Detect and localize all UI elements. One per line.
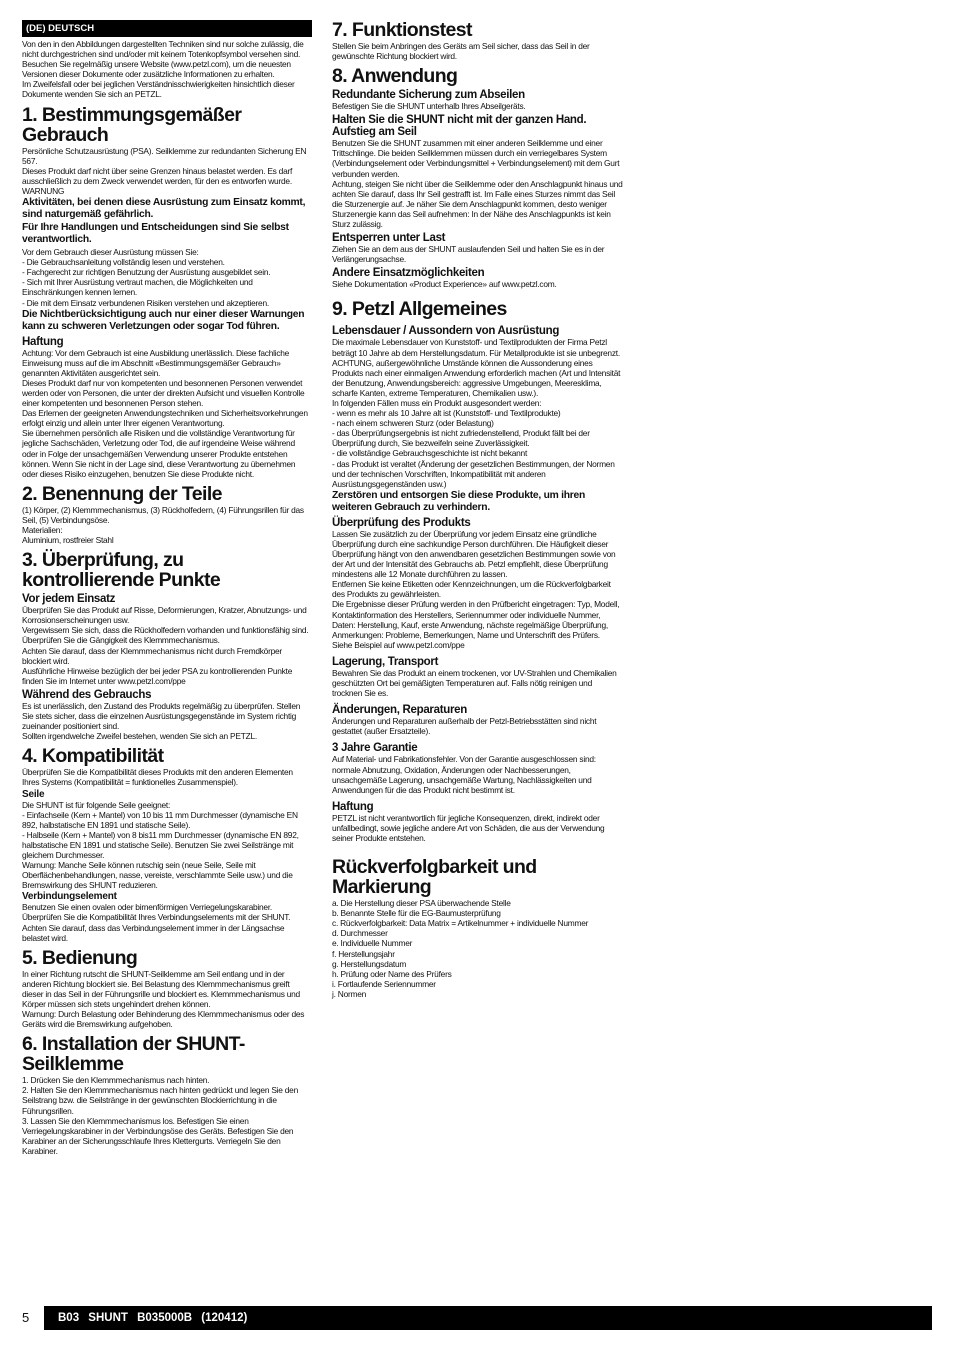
list-item: b. Benannte Stelle für die EG-Baumusterprüfung xyxy=(332,908,501,919)
subheading: Redundante Sicherung zum Abseilen xyxy=(332,89,525,102)
list-item: - wenn es mehr als 10 Jahre alt ist (Kunststoff- und Textilprodukte) xyxy=(332,408,561,419)
list-item: i. Fortlaufende Seriennummer xyxy=(332,978,436,989)
section-title-intended-use: 1. Bestimmungsgemäßer Gebrauch xyxy=(22,103,242,146)
paragraph: Es ist unerlässlich, den Zustand des Produkts regelmäßig zu überprüfen. Stellen Sie stets sicher, dass die einzelnen Ausrüstungsgegenstände im System richtig zueinander positioniert sind. xyxy=(22,700,301,732)
subheading: Aufstieg am Seil xyxy=(332,126,417,139)
paragraph: Auf Material- und Fabrikationsfehler. Von der Garantie ausgeschlossen sind: normale Abnutzung, Oxidation, Änderungen oder Nachbesserungen, unsachgemäße Lagerung, unsachgemäße Wartung, Nachlässigkeiten und Anwendungen für die das Produkt nicht bestimmt ist. xyxy=(332,754,596,795)
paragraph: Stellen Sie beim Anbringen des Geräts am Seil sicher, dass das Seil in der gewünschte Richtung blockiert wird. xyxy=(332,41,590,62)
subheading: Vor jedem Einsatz xyxy=(22,593,116,606)
list-item: - das Überprüfungsergebnis ist nicht zufriedenstellend, Produkt fällt bei der Überprüfung durch, Sie bezweifeln seine Zuverlässigkeit. xyxy=(332,428,590,449)
subheading-product-inspection: Überprüfung des Produkts xyxy=(332,516,471,529)
marking-list xyxy=(332,898,624,999)
paragraph: Überprüfen Sie das Produkt auf Risse, Deformierungen, Kratzer, Abnutzungs- und Korrosionserscheinungen usw. xyxy=(22,605,307,626)
list-item: g. Herstellungsdatum xyxy=(332,958,407,969)
section-title-operation: 5. Bedienung xyxy=(22,946,138,969)
list-item: c. Rückverfolgbarkeit: Data Matrix = Artikelnummer + individuelle Nummer xyxy=(332,918,589,929)
list-item: h. Prüfung oder Name des Prüfers xyxy=(332,968,452,979)
warning-text: Zerstören und entsorgen Sie diese Produkte, um ihren weiteren Gebrauch zu verhindern. xyxy=(332,489,586,513)
list-item: a. Die Herstellung dieser PSA überwachende Stelle xyxy=(332,898,511,909)
paragraph: Überprüfen Sie die Kompatibilität dieses Produkts mit den anderen Elementen Ihres Systems (Kompatibilität = funktionelles Zusammenspiel). xyxy=(22,767,293,788)
section-title-general: 9. Petzl Allgemeines xyxy=(332,298,507,321)
list-item: j. Normen xyxy=(332,988,367,999)
paragraph: Entfernen Sie keine Etiketten oder Kennzeichnungen, um die Rückverfolgbarkeit des Produkts zu gewährleisten. xyxy=(332,579,611,600)
paragraph: Sie übernehmen persönlich alle Risiken und die vollständige Verantwortung für jegliche Sachschäden, Verletzung oder Tod, die auf irgendeine Weise während oder in Folge der unsachgemäßen Verwendung unserer Produkte entstehen können. Wenn Sie nicht in der Lage sind, diese Verantwortung zu übernehmen oder dieses Risiko einzugehen, benutzen Sie diese Produkte nicht. xyxy=(22,428,296,479)
list-item: - Halbseile (Kern + Mantel) von 8 bis11 mm Durchmesser (dynamische EN 892, halbstatische EN 1891 und statische Seile). Benutzen Sie zwei Seilstränge mit gleichem Durchmesser. xyxy=(22,829,299,860)
paragraph: Lassen Sie zusätzlich zu der Überprüfung vor jedem Einsatz eine gründliche Überprüfung durch eine sachkundige Person durchführen. Die Häufigkeit dieser Überprüfung hängt von den anwendbaren gesetzlichen Bestimmungen sowie von der Art und der Intensität des Gebrauchs ab. Petzl empfiehlt, diese Überprüfung mindestens alle 12 Monate durchführen zu lassen. xyxy=(332,528,616,580)
list-item: - die vollständige Gebrauchsgeschichte ist nicht bekannt xyxy=(332,448,528,459)
language-header: (DE) DEUTSCH xyxy=(22,20,312,37)
paragraph: Das Erlernen der geeigneten Anwendungstechniken und Sicherheitsvorkehrungen erfolgt einzig und allein unter Ihrer eigenen Verantwortung. xyxy=(22,408,308,429)
subheading: Andere Einsatzmöglichkeiten xyxy=(332,267,485,280)
list-item: - nach einem schweren Sturz (oder Belastung) xyxy=(332,418,494,429)
paragraph: Vergewissern Sie sich, dass die Rückholfedern vorhanden und funktionsfähig sind. xyxy=(22,625,309,636)
paragraph: Sollten irgendwelche Zweifel bestehen, wenden Sie sich an PETZL. xyxy=(22,731,257,742)
section-title-parts: 2. Benennung der Teile xyxy=(22,482,222,505)
list-item: - Die mit dem Einsatz verbundenen Risiken verstehen und akzeptieren. xyxy=(22,297,269,308)
paragraph: Die maximale Lebensdauer von Kunststoff- und Textilprodukten der Firma Petzl beträgt 10 Jahre ab dem Herstellungsdatum. Für Metallprodukte ist sie unbegrenzt. xyxy=(332,337,620,358)
list-item: f. Herstellungsjahr xyxy=(332,948,395,959)
subheading-liability: Haftung xyxy=(332,800,374,813)
document-code-bar: B03 SHUNT B035000B (120412) xyxy=(44,1306,932,1330)
paragraph: Änderungen und Reparaturen außerhalb der Petzl-Betriebsstätten sind nicht gestattet (außer Ersatzteile). xyxy=(332,716,597,737)
paragraph: Ausführliche Hinweise bezüglich der bei jeder PSA zu kontrollierenden Punkte finden Sie im Internet unter www.petzl.com/ppe xyxy=(22,665,293,686)
right-column xyxy=(332,20,624,999)
subheading: Halten Sie die SHUNT nicht mit der ganzen Hand. xyxy=(332,114,587,127)
subheading-storage: Lagerung, Transport xyxy=(332,655,439,668)
paragraph: Die Ergebnisse dieser Prüfung werden in den Prüfbericht eingetragen: Typ, Modell, Kontaktinformation des Herstellers, Seriennummer oder individuelle Nummer, Daten: Herstellung, Kauf, erste Anwendung, nächste regelmäßige Überprüfung, Anmerkungen: Probleme, Bemerkungen, Name und Unterschrift des Prüfers. xyxy=(332,599,620,640)
paragraph: Überprüfen Sie die Gängigkeit des Klemmmechanismus. xyxy=(22,635,220,646)
paragraph: Ziehen Sie an dem aus der SHUNT auslaufenden Seil und halten Sie es in der Verlängerungsachse. xyxy=(332,244,605,265)
paragraph: Warnung: Durch Belastung oder Behinderung des Klemmmechanismus oder des Geräts wird die Bremswirkung aufgehoben. xyxy=(22,1009,305,1030)
section-title-inspection: 3. Überprüfung, zu kontrollierende Punkte xyxy=(22,549,221,592)
section-title-use: 8. Anwendung xyxy=(332,65,458,88)
list-item: - Einfachseile (Kern + Mantel) von 10 bis 11 mm Durchmesser (dynamische EN 892, halbstatische EN 1891 und statische Seile). xyxy=(22,809,298,830)
warning-text: Aktivitäten, bei denen diese Ausrüstung zum Einsatz kommt, sind naturgemäß gefährlich. xyxy=(22,197,306,221)
paragraph: Bewahren Sie das Produkt an einem trockenen, vor UV-Strahlen und Chemikalien geschützten Ort bei gemäßigten Temperaturen auf. Falls nötig reinigen und trocknen Sie es. xyxy=(332,667,617,699)
step-item: 3. Lassen Sie den Klemmmechanismus los. Befestigen Sie einen Verriegelungskarabiner in der Verbindungsöse des Geräts. Befestigen Sie den Karabiner an der Sicherungsschlaufe Ihres Klettergurts. Verriegeln Sie den Karabiner. xyxy=(22,1115,294,1156)
paragraph: Die SHUNT ist für folgende Seile geeignet: xyxy=(22,799,171,810)
list-item: e. Individuelle Nummer xyxy=(332,938,413,949)
subheading-lifetime: Lebensdauer / Aussondern von Ausrüstung xyxy=(332,325,560,338)
section-title-installation: 6. Installation der SHUNT-Seilklemme xyxy=(22,1033,245,1076)
paragraph: Benutzen Sie die SHUNT zusammen mit einer anderen Seilklemme und einer Trittschlinge. Die beiden Seilklemmen müssen durch ein verriegelbares System (Verbindungselement oder Verbindungsmittel + Verbindungselement) mit dem Gurt verbunden werden. xyxy=(332,138,620,179)
paragraph: ACHTUNG, außergewöhnliche Umstände können die Aussonderung eines Produkts nach einer einmaligen Anwendung erforderlich machen (Art und Intensität der Benutzung, Anwendungsbereich: aggressive Umgebungen, Meeresklima, scharfe Kanten, extreme Temperaturen, Chemikalien usw.). xyxy=(332,357,621,398)
subheading: Entsperren unter Last xyxy=(332,232,446,245)
paragraph: Siehe Beispiel auf www.petzl.com/ppe xyxy=(332,639,465,650)
left-column xyxy=(22,20,312,1156)
paragraph: In folgenden Fällen muss ein Produkt ausgesondert werden: xyxy=(332,397,542,408)
subheading-connector: Verbindungselement xyxy=(22,891,117,903)
paragraph: Siehe Dokumentation «Product Experience» auf www.petzl.com. xyxy=(332,279,557,290)
list-item: - das Produkt ist veraltet (Änderung der gesetzlichen Bestimmungen, der Normen und der technischen Vorschriften, Inkompatibilität mit anderen Ausrüstungsgegenständen usw.) xyxy=(332,458,615,489)
list-item: - Sich mit Ihrer Ausrüstung vertraut machen, die Möglichkeiten und Einschränkungen kennen lernen. xyxy=(22,277,253,298)
paragraph: Persönliche Schutzausrüstung (PSA). Seilklemme zur redundanten Sicherung EN 567. xyxy=(22,145,307,166)
paragraph: (1) Körper, (2) Klemmmechanismus, (3) Rückholfedern, (4) Führungsrillen für das Seil, (5) Verbindungsöse. xyxy=(22,504,304,525)
subheading-ropes: Seile xyxy=(22,788,45,800)
list-item: d. Durchmesser xyxy=(332,928,388,939)
subheading-modifications: Änderungen, Reparaturen xyxy=(332,704,467,717)
subheading: Während des Gebrauchs xyxy=(22,688,152,701)
section-title-traceability: Rückverfolgbarkeit und Markierung xyxy=(332,856,537,899)
paragraph: Warnung: Manche Seile können rutschig sein (neue Seile, Seile mit Oberflächenbehandlungen, nasse, vereiste, verschlammte Seile usw.) und die Bremswirkung des SHUNT reduzieren. xyxy=(22,860,293,891)
paragraph: Achtung, steigen Sie nicht über die Seilklemme oder den Anschlagpunkt hinaus und achten Sie darauf, dass Ihr Seil gestrafft ist. Im Falle eines Sturzes nimmt das Seil die Sturzenergie auf. Je näher Sie dem Anschlagpunkt kommen, desto weniger Sturzenergie kann das Seil aufnehmen: In der Nähe des Anschlagpunkts ist kein Sturz zulässig. xyxy=(332,178,623,230)
paragraph: Befestigen Sie die SHUNT unterhalb Ihres Abseilgeräts. xyxy=(332,101,526,112)
paragraph: Dieses Produkt darf nicht über seine Grenzen hinaus belastet werden. Es darf ausschließlich zu dem Zweck verwendet werden, für den es entworfen wurde. xyxy=(22,165,293,186)
intro-paragraph: Von den in den Abbildungen dargestellten Techniken sind nur solche zulässig, die nicht durchgestrichen sind und/oder mit keinem Totenkopfsymbol versehen sind. Besuchen Sie regelmäßig unsere Website (www.petzl.com), um die neuesten Versionen dieser Dokumente oder zusätzliche Informationen zu erhalten. xyxy=(22,39,304,80)
warning-text: Für Ihre Handlungen und Entscheidungen sind Sie selbst verantwortlich. xyxy=(22,222,289,246)
warning-text: Die Nichtberücksichtigung auch nur einer dieser Warnungen kann zu schweren Verletzungen oder sogar Tod führen. xyxy=(22,308,305,332)
page-number: 5 xyxy=(22,1310,30,1325)
list-item: - Fachgerecht zur richtigen Benutzung der Ausrüstung ausgebildet sein. xyxy=(22,267,271,278)
subheading-warranty: 3 Jahre Garantie xyxy=(332,742,418,755)
paragraph: Vor dem Gebrauch dieser Ausrüstung müssen Sie: xyxy=(22,247,199,258)
section-title-compatibility: 4. Kompatibilität xyxy=(22,745,164,768)
paragraph: Materialien: xyxy=(22,525,63,535)
step-item: 1. Drücken Sie den Klemmmechanismus nach hinten. xyxy=(22,1075,210,1086)
section-title-function-test: 7. Funktionstest xyxy=(332,19,472,41)
subheading-liability: Haftung xyxy=(22,335,64,348)
paragraph: Benutzen Sie einen ovalen oder birnenförmigen Verriegelungskarabiner. Überprüfen Sie die Kompatibilität Ihres Verbindungselements mit der SHUNT. Achten Sie darauf, dass das Verbindungselement immer in der Längsachse belastet wird. xyxy=(22,902,291,943)
intro-paragraph: Im Zweifelsfall oder bei jeglichen Verständnisschwierigkeiten hinsichtlich dieser Dokumente wenden Sie sich an PETZL. xyxy=(22,79,295,100)
paragraph: In einer Richtung rutscht die SHUNT-Seilklemme am Seil entlang und in der anderen Richtung blockiert sie. Bei Belastung des Klemmmechanismus greift dieser in das Seil in der Führungsrille und blockiert es. Klemmmechanismus und Körper müssen sich stets ungehindert drehen können. xyxy=(22,968,300,1009)
list-item: - Die Gebrauchsanleitung vollständig lesen und verstehen. xyxy=(22,257,225,268)
paragraph: Dieses Produkt darf nur von kompetenten und besonnenen Personen verwendet werden oder von Personen, die unter der direkten Aufsicht und visuellen Kontrolle einer kompetenten und besonnenen Person stehen. xyxy=(22,377,305,409)
paragraph: Aluminium, rostfreier Stahl xyxy=(22,535,114,546)
page-footer xyxy=(22,1306,932,1332)
step-item: 2. Halten Sie den Klemmmechanismus nach hinten gedrückt und legen Sie den Seilstrang bzw. die Seilstränge in der gewünschten Blockierrichtung in die Führungsrillen. xyxy=(22,1085,298,1116)
paragraph: Achtung: Vor dem Gebrauch ist eine Ausbildung unerlässlich. Diese fachliche Einweisung muss auf die im Abschnitt «Bestimmungsgemäßer Gebrauch» genannten Aktivitäten ausgerichtet sein. xyxy=(22,347,290,378)
paragraph: Achten Sie darauf, dass der Klemmmechanismus nicht durch Fremdkörper blockiert wird. xyxy=(22,645,282,666)
paragraph: PETZL ist nicht verantwortlich für jegliche Konsequenzen, direkt, indirekt oder unfallbedingt, sowie jegliche andere Art von Schäden, die aus der Verwendung seiner Produkte entstehen. xyxy=(332,812,605,843)
paragraph: WARNUNG xyxy=(22,185,65,196)
